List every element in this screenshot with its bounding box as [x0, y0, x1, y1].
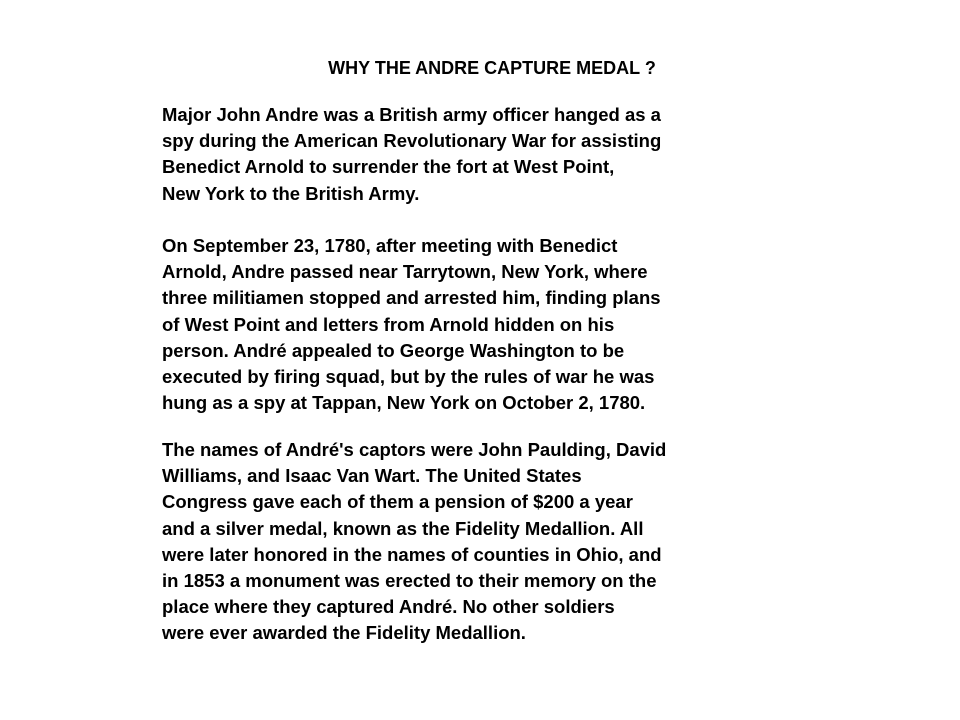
paragraph-line: were ever awarded the Fidelity Medallion. — [162, 622, 526, 644]
paragraph-line: Williams, and Isaac Van Wart. The United States — [162, 465, 582, 487]
paragraph-line: Benedict Arnold to surrender the fort at West Point, — [162, 156, 615, 178]
paragraph-line: of West Point and letters from Arnold hidden on his — [162, 313, 615, 335]
paragraph-capture — [162, 233, 834, 416]
paragraph-line: The names of André's captors were John Paulding, David — [162, 439, 667, 460]
paragraph-line: place where they captured André. No other soldiers — [162, 596, 615, 618]
paragraph-line: Major John Andre was a British army officer hanged as a — [162, 104, 661, 125]
paragraph-andre-background — [162, 102, 834, 207]
paragraph-line: and a silver medal, known as the Fidelity Medallion. All — [162, 517, 644, 539]
paragraph-line: Arnold, Andre passed near Tarrytown, New York, where — [162, 261, 648, 283]
paragraph-line: three militiamen stopped and arrested him, finding plans — [162, 287, 661, 309]
paragraph-line: Congress gave each of them a pension of $200 a year — [162, 491, 633, 513]
paragraph-line: New York to the British Army. — [162, 182, 420, 204]
paragraph-line: person. André appealed to George Washington to be — [162, 339, 625, 361]
paragraph-line: executed by firing squad, but by the rules of war he was — [162, 366, 655, 388]
slide-title: WHY THE ANDRE CAPTURE MEDAL ? — [328, 58, 656, 78]
paragraph-line: hung as a spy at Tappan, New York on October 2, 1780. — [162, 392, 646, 414]
paragraph-line: were later honored in the names of counties in Ohio, and — [162, 543, 662, 565]
paragraph-line: spy during the American Revolutionary War for assisting — [162, 130, 662, 152]
paragraph-line: in 1853 a monument was erected to their memory on the — [162, 570, 657, 592]
paragraph-line: On September 23, 1780, after meeting with Benedict — [162, 235, 618, 256]
paragraph-captors — [162, 437, 834, 647]
